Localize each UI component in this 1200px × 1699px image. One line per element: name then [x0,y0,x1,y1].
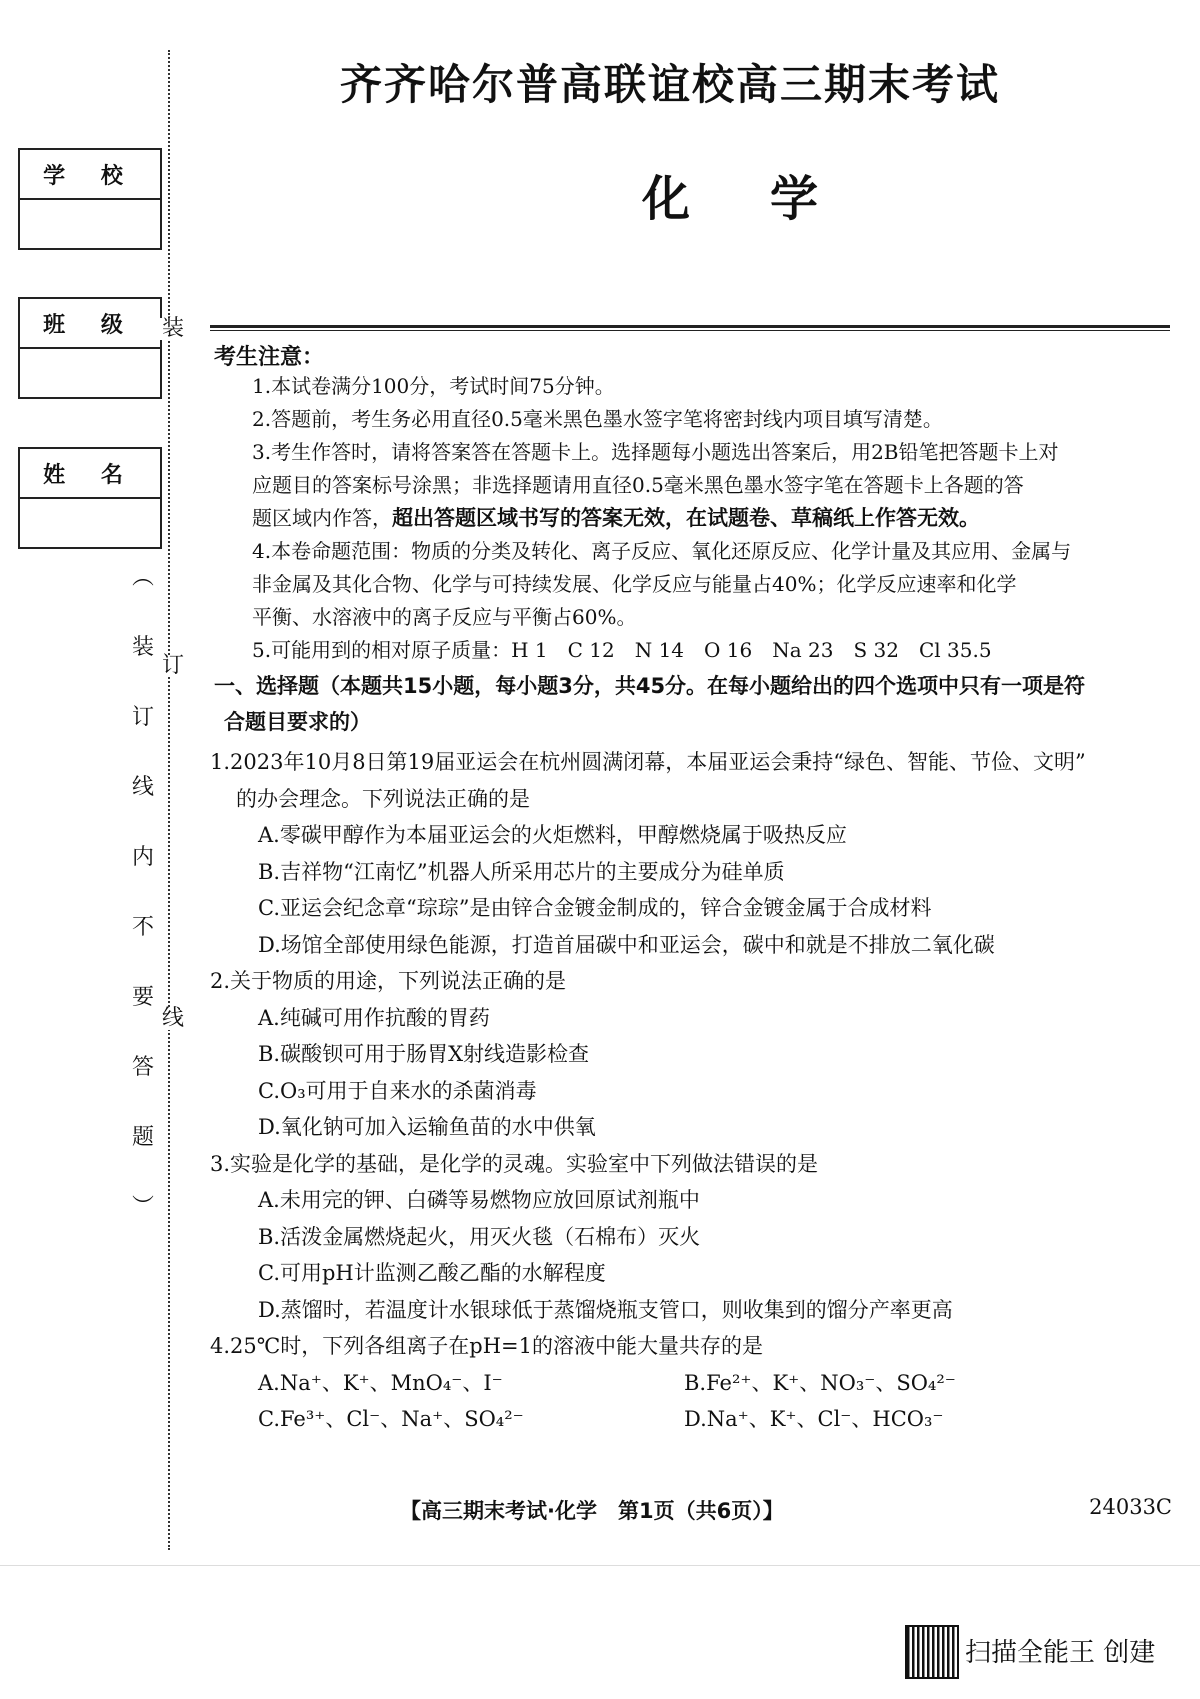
question-list [210,744,1172,1438]
question-option: B.碳酸钡可用于肠胃X射线造影检查 [258,1042,590,1066]
class-box [18,297,162,399]
question-option: A.纯碱可用作抗酸的胃药 [258,1005,490,1030]
notice-item: 非金属及其化合物、化学与可持续发展、化学反应与能量占40%；化学反应速率和化学 [252,572,1017,596]
question-stem: 4.25℃时，下列各组离子在pH=1的溶液中能大量共存的是 [210,1334,763,1358]
question-option: D.蒸馏时，若温度计水银球低于蒸馏烧瓶支管口，则收集到的馏分产率更高 [258,1297,953,1322]
qr-code-icon [905,1625,959,1679]
binding-paren-open: ︵ [131,565,154,590]
notice-item [252,502,1172,535]
notice-item: 1.本试卷满分100分，考试时间75分钟。 [252,374,615,398]
section-heading [214,668,1172,740]
question-option: B.活泼金属燃烧起火，用灭火毯（石棉布）灭火 [258,1224,701,1249]
class-field [20,349,160,397]
section-line: 合题目要求的） [224,710,371,734]
question-option: D.氧化钠可加入运输鱼苗的水中供氧 [258,1115,596,1139]
binding-char: 线 [131,775,154,800]
option-row [210,1401,1172,1438]
binding-dotted-line [168,50,170,1550]
name-label: 姓 名 [20,449,160,499]
notice-title: 考生注意： [214,345,325,370]
question-option: C.O₃可用于自来水的杀菌消毒 [258,1078,537,1103]
question-option: B.Fe²⁺、K⁺、NO₃⁻、SO₄²⁻ [684,1370,956,1395]
footer-page-info: 【高三期末考试·化学 第1页（共6页）】 [400,1499,784,1523]
notice-item-part: 题区域内作答， [252,506,392,530]
exam-title: 齐齐哈尔普高联谊校高三期末考试 [339,60,1000,109]
notice-list [252,370,1172,667]
binding-warning [128,560,158,1260]
notice-item: 平衡、水溶液中的离子反应与平衡占60%。 [252,605,637,629]
notice-item: 5.可能用到的相对原子质量：H 1 C 12 N 14 O 16 Na 23 S 32 Cl 35.5 [252,638,992,662]
binding-paren-close: ︶ [131,1195,154,1220]
header-rule-thin [210,330,1170,331]
binding-char: 内 [131,845,154,870]
question-stem: 3.实验是化学的基础，是化学的灵魂。实验室中下列做法错误的是 [210,1151,819,1176]
notice-item: 应题目的答案标号涂黑；非选择题请用直径0.5毫米黑色墨水签字笔在答题卡上各题的答 [252,473,1024,497]
question-option: A.未用完的钾、白磷等易燃物应放回原试剂瓶中 [258,1188,700,1212]
school-field [20,200,160,248]
question-option: C.亚运会纪念章“琮琮”是由锌合金镀金制成的，锌合金镀金属于合成材料 [258,896,932,920]
question-stem: 的办会理念。下列说法正确的是 [236,786,530,811]
question-option: C.Fe³⁺、Cl⁻、Na⁺、SO₄²⁻ [258,1407,524,1431]
question-option: B.吉祥物“江南忆”机器人所采用芯片的主要成分为硅单质 [258,859,785,884]
scanner-watermark: 扫描全能王 创建 [965,1638,1156,1668]
name-field [20,499,160,547]
binding-char: 不 [131,915,154,940]
question-option: D.场馆全部使用绿色能源，打造首届碳中和亚运会，碳中和就是不排放二氧化碳 [258,932,995,957]
binding-char: 题 [131,1125,154,1150]
margin-mark-ding: 订 [158,655,188,677]
question-option: A.Na⁺、K⁺、MnO₄⁻、I⁻ [258,1370,503,1395]
binding-char: 答 [131,1055,154,1080]
margin-mark-xian: 线 [158,1008,188,1030]
footer-code: 24033C [1089,1495,1172,1519]
option-row [210,1365,1172,1402]
header-rule [210,325,1170,328]
school-box [18,148,162,250]
notice-emphasis: 超出答题区域书写的答案无效，在试题卷、草稿纸上作答无效。 [392,506,980,530]
binding-char: 要 [131,985,154,1010]
notice-item: 3.考生作答时，请将答案答在答题卡上。选择题每小题选出答案后，用2B铅笔把答题卡上对 [252,440,1059,464]
section-line: 一、选择题（本题共15小题，每小题3分，共45分。在每小题给出的四个选项中只有一项是符 [214,674,1086,698]
class-label: 班 级 [20,299,160,349]
margin-mark-zhuang: 装 [158,318,188,340]
subject-title: 化学 [641,171,898,227]
question-option: A.零碳甲醇作为本届亚运会的火炬燃料，甲醇燃烧属于吸热反应 [258,823,847,847]
scan-edge [0,1565,1200,1566]
question-stem: 1.2023年10月8日第19届亚运会在杭州圆满闭幕，本届亚运会秉持“绿色、智能、节俭、文明” [210,750,1086,774]
binding-char: 装 [131,635,154,660]
question-option: C.可用pH计监测乙酸乙酯的水解程度 [258,1261,606,1285]
notice-item: 4.本卷命题范围：物质的分类及转化、离子反应、氧化还原反应、化学计量及其应用、金属与 [252,539,1072,563]
school-label: 学 校 [20,150,160,200]
name-box [18,447,162,549]
notice-item: 2.答题前，考生务必用直径0.5毫米黑色墨水签字笔将密封线内项目填写清楚。 [252,407,943,431]
question-option: D.Na⁺、K⁺、Cl⁻、HCO₃⁻ [684,1407,944,1431]
binding-char: 订 [131,705,154,730]
question-stem: 2.关于物质的用途，下列说法正确的是 [210,969,567,993]
